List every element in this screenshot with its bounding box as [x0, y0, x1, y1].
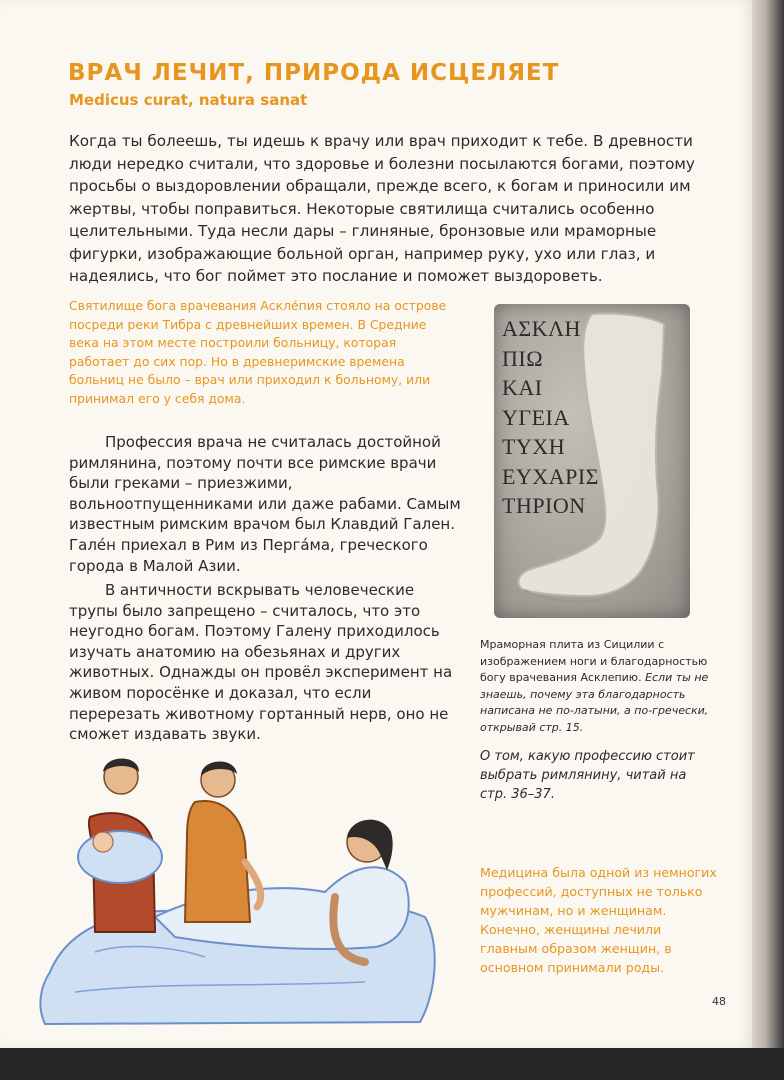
anatomy-paragraph: В античности вскрывать человеческие трупы было запрещено – считалось, что это неугодно богам. Поэтому Галену приходилось изучать анатомию на обезьянах и других животных. Однажды он провёл эксперимент на живом поросёнке и доказал, что если перерезать животному гортанный нерв, оно не сможет издавать звуки. — [69, 581, 453, 744]
latin-subtitle: Medicus curat, natura sanat — [69, 91, 308, 109]
profession-paragraph: Профессия врача не считалась достойной римлянина, поэтому почти все римские врачи были греками – приезжими, вольноотпущенниками или даже рабами. Самым известным римским врачом был Клавдий Гален. Гале́н приехал в Рим из Перга́ма, греческого города в Малой Азии. — [69, 433, 461, 575]
page-number: 48 — [712, 995, 726, 1008]
scan-bottom-edge — [0, 1048, 784, 1080]
sidenote-women-in-medicine: Медицина была одной из немногих профессий, доступных не только мужчинам, но и женщинам. Конечно, женщины лечили главным образом женщин, в основном принимали роды. — [480, 865, 717, 975]
illustration-roman-childbirth — [35, 742, 455, 1032]
page-title: ВРАЧ ЛЕЧИТ, ПРИРОДА ИСЦЕЛЯЕТ — [68, 60, 560, 86]
caption-plain: Мраморная плита из Сицилии с изображением ноги и благодарностью богу врачевания Асклепию. — [480, 638, 708, 684]
cross-reference-note: О том, какую профессию стоит выбрать римлянину, читай на стр. 36–37. — [480, 749, 695, 802]
intro-paragraph: Когда ты болеешь, ты идешь к врачу или врач приходит к тебе. В древности люди нередко считали, что здоровье и болезни посылаются богами, поэтому просьбы о выздоровлении обращали, прежде всего, к богам и приносили им жертвы, чтобы поправиться. Некоторые святилища считались особенно целительными. Туда несли дары – глиняные, бронзовые или мраморные фигурки, изображающие больной орган, например руку, ухо или глаз, и надеялись, что бог поймет это послание и поможет выздороветь. — [69, 132, 695, 285]
caption-italic-note: Если ты не знаешь, почему эта благодарность написана не по-латыни, а по-гречески, открывай стр. 15. — [480, 671, 709, 734]
greek-inscription: ΑΣΚΛΗ ΠΙΩ ΚΑΙ ΥΓΕΙΑ ΤΥΧΗ ΕΥΧΑΡΙΣ ΤΗΡΙΟΝ — [502, 316, 599, 518]
figure-caption — [480, 637, 725, 736]
page-edge-shadow — [752, 0, 784, 1048]
sidenote-asclepius-sanctuary: Святилище бога врачевания Аскле́пия стояло на острове посреди реки Тибра с древнейших времен. В Средние века на этом месте построили больницу, которая работает до сих пор. Но в древнеримские времена больниц не было – врач или приходил к больному, или принимал его у себя дома. — [69, 298, 447, 406]
marble-votive-relief-image — [494, 304, 690, 618]
